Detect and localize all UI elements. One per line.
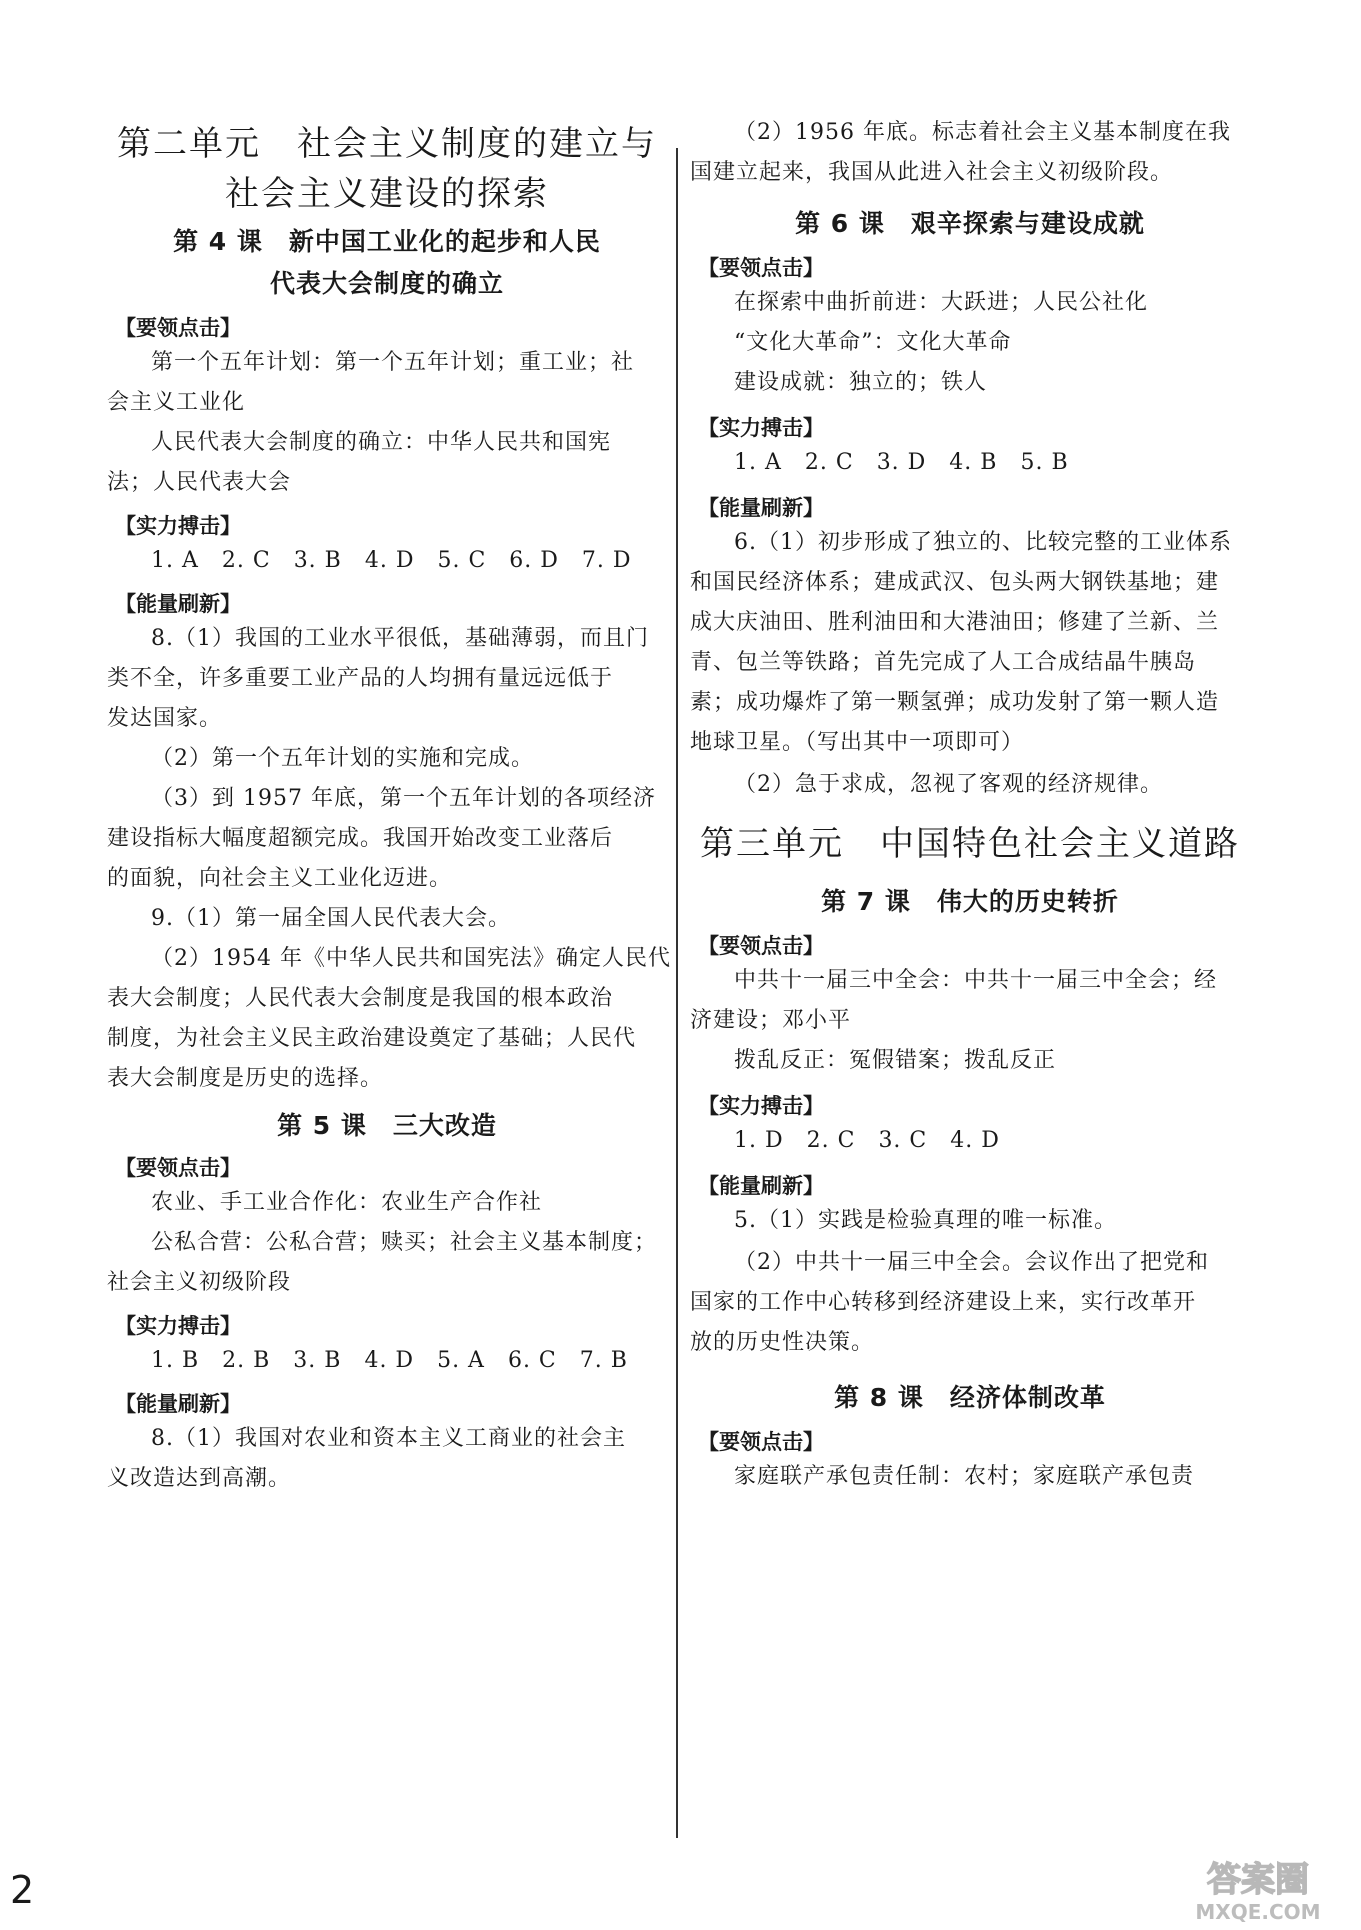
text-line: 6.（1）初步形成了独立的、比较完整的工业体系 <box>734 530 1232 555</box>
section-heading: 【要领点击】 <box>698 934 824 958</box>
text-line: 地球卫星。（写出其中一项即可） <box>690 730 1025 755</box>
section-heading: 【实力搏击】 <box>115 514 241 538</box>
text-line: 人民代表大会制度的确立：中华人民共和国宪 <box>151 430 612 455</box>
text-line: 建设指标大幅度超额完成。我国开始改变工业落后 <box>107 826 614 851</box>
text-line: 8.（1）我国的工业水平很低，基础薄弱，而且门 <box>151 626 649 651</box>
text-line: 建设成就：独立的；铁人 <box>734 370 988 395</box>
text-line: 第一个五年计划：第一个五年计划；重工业；社 <box>151 350 635 375</box>
section-heading: 【实力搏击】 <box>698 1094 824 1118</box>
section-heading: 【能量刷新】 <box>698 1174 824 1198</box>
lesson-title: 第 4 课 新中国工业化的起步和人民 <box>173 227 601 256</box>
lesson-title: 第 8 课 经济体制改革 <box>834 1383 1106 1412</box>
text-line: （2）1956 年底。标志着社会主义基本制度在我 <box>734 120 1231 145</box>
text-line: 8.（1）我国对农业和资本主义工商业的社会主 <box>151 1426 626 1451</box>
text-line: 家庭联产承包责任制：农村；家庭联产承包责 <box>734 1464 1195 1489</box>
text-line: （2）急于求成，忽视了客观的经济规律。 <box>734 772 1163 797</box>
text-line: 制度，为社会主义民主政治建设奠定了基础；人民代 <box>107 1026 637 1051</box>
text-line: 9.（1）第一届全国人民代表大会。 <box>151 906 511 931</box>
section-heading: 【要领点击】 <box>698 256 824 280</box>
lesson-title: 第 7 课 伟大的历史转折 <box>821 887 1119 916</box>
answer-line: 1. B 2. B 3. B 4. D 5. A 6. C 7. B <box>151 1348 628 1373</box>
text-line: 会主义工业化 <box>107 390 246 415</box>
text-line: （3）到 1957 年底，第一个五年计划的各项经济 <box>151 786 656 811</box>
section-heading: 【实力搏击】 <box>698 416 824 440</box>
text-line: 社会主义初级阶段 <box>107 1270 292 1295</box>
column-divider <box>676 148 678 1838</box>
lesson-title: 第 5 课 三大改造 <box>277 1111 497 1140</box>
text-line: 放的历史性决策。 <box>690 1330 875 1355</box>
text-line: 义改造达到高潮。 <box>107 1466 292 1491</box>
text-line: 拨乱反正：冤假错案；拨乱反正 <box>734 1048 1057 1073</box>
text-line: 5.（1）实践是检验真理的唯一标准。 <box>734 1208 1117 1233</box>
text-line: 公私合营：公私合营；赎买；社会主义基本制度； <box>151 1230 658 1255</box>
text-line: （2）1954 年《中华人民共和国宪法》确定人民代 <box>151 946 671 971</box>
lesson-title: 代表大会制度的确立 <box>269 269 504 298</box>
section-heading: 【能量刷新】 <box>115 1392 241 1416</box>
text-line: 素；成功爆炸了第一颗氢弹；成功发射了第一颗人造 <box>690 690 1220 715</box>
page-number: 2 <box>10 1868 35 1912</box>
section-heading: 【能量刷新】 <box>698 496 824 520</box>
answer-line: 1. A 2. C 3. B 4. D 5. C 6. D 7. D <box>151 548 632 573</box>
watermark-logo <box>1170 1855 1345 1925</box>
unit-title: 第三单元 中国特色社会主义道路 <box>700 824 1240 864</box>
text-line: “文化大革命”：文化大革命 <box>734 330 1012 355</box>
text-line: 的面貌，向社会主义工业化迈进。 <box>107 866 453 891</box>
watermark-text-top: 答案圈 <box>1207 1860 1309 1900</box>
text-line: 济建设；邓小平 <box>690 1008 852 1033</box>
section-heading: 【要领点击】 <box>115 1156 241 1180</box>
text-line: （2）中共十一届三中全会。会议作出了把党和 <box>734 1250 1209 1275</box>
text-line: 农业、手工业合作化：农业生产合作社 <box>151 1190 543 1215</box>
text-line: 类不全，许多重要工业产品的人均拥有量远远低于 <box>107 666 614 691</box>
text-line: 法；人民代表大会 <box>107 470 292 495</box>
text-line: 成大庆油田、胜利油田和大港油田；修建了兰新、兰 <box>690 610 1220 635</box>
text-line: 国家的工作中心转移到经济建设上来，实行改革开 <box>690 1290 1197 1315</box>
text-line: （2）第一个五年计划的实施和完成。 <box>151 746 534 771</box>
section-heading: 【要领点击】 <box>698 1430 824 1454</box>
section-heading: 【实力搏击】 <box>115 1314 241 1338</box>
text-line: 在探索中曲折前进：大跃进；人民公社化 <box>734 290 1149 315</box>
text-line: 青、包兰等铁路；首先完成了人工合成结晶牛胰岛 <box>690 650 1197 675</box>
text-line: 中共十一届三中全会：中共十一届三中全会；经 <box>734 968 1218 993</box>
text-line: 表大会制度；人民代表大会制度是我国的根本政治 <box>107 986 614 1011</box>
text-line: 表大会制度是历史的选择。 <box>107 1066 384 1091</box>
text-line: 和国民经济体系；建成武汉、包头两大钢铁基地；建 <box>690 570 1220 595</box>
watermark-text-bottom: MXQE.COM <box>1195 1900 1321 1924</box>
answer-line: 1. A 2. C 3. D 4. B 5. B <box>734 450 1069 475</box>
unit-title: 社会主义建设的探索 <box>225 174 549 214</box>
answer-line: 1. D 2. C 3. C 4. D <box>734 1128 1000 1153</box>
section-heading: 【能量刷新】 <box>115 592 241 616</box>
lesson-title: 第 6 课 艰辛探索与建设成就 <box>795 209 1145 238</box>
unit-title: 第二单元 社会主义制度的建立与 <box>117 124 657 164</box>
text-line: 国建立起来，我国从此进入社会主义初级阶段。 <box>690 160 1174 185</box>
section-heading: 【要领点击】 <box>115 316 241 340</box>
text-line: 发达国家。 <box>107 706 223 731</box>
